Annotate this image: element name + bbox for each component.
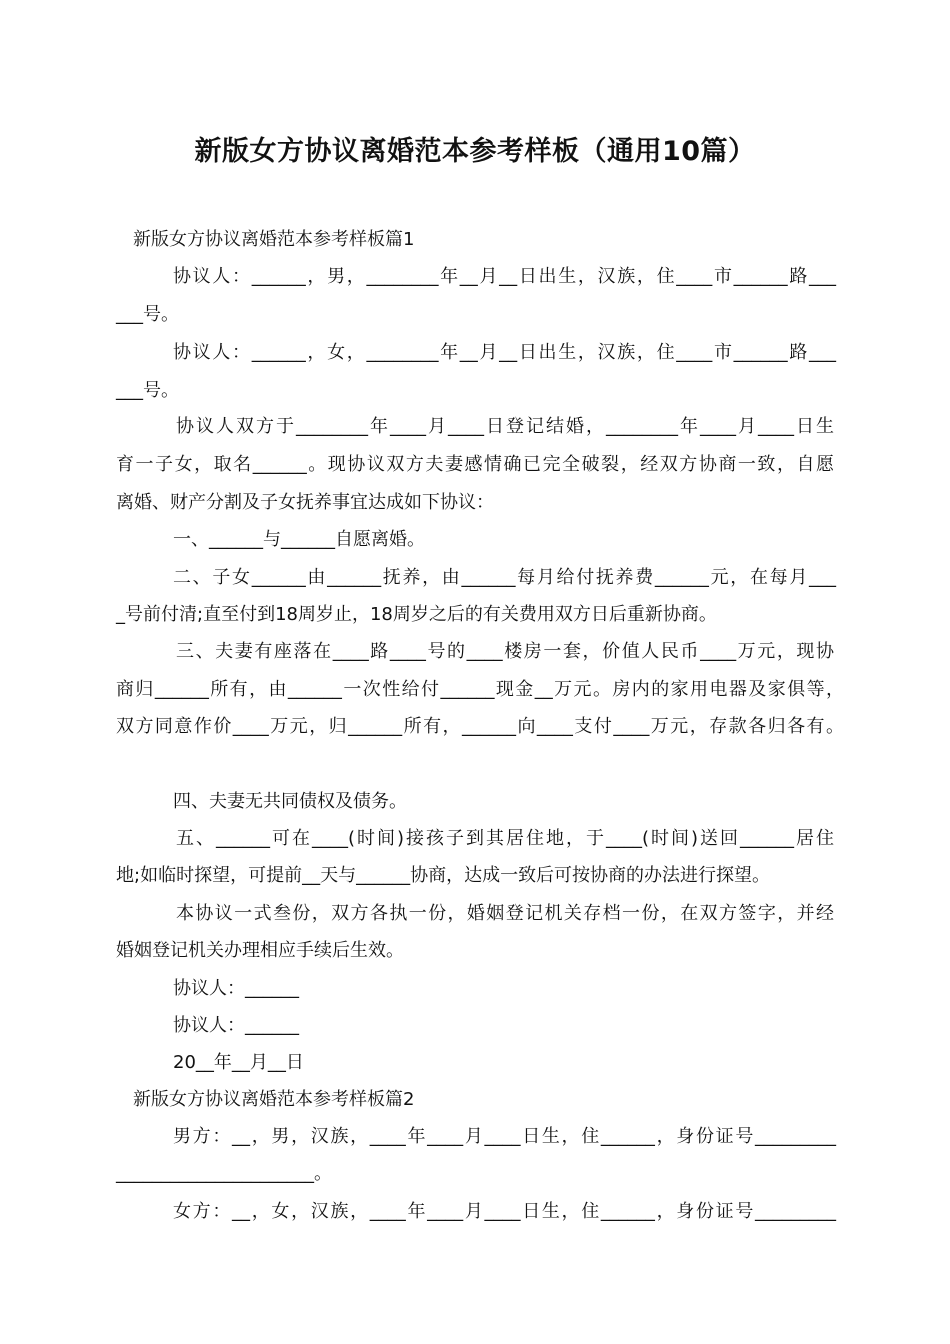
- paragraph-line: 一、______与______自愿离婚。: [173, 529, 425, 550]
- paragraph-line: 离婚、财产分割及子女抚养事宜达成如下协议：: [116, 492, 494, 513]
- paragraph-line: _号前付清;直至付到18周岁止，18周岁之后的有关费用双方日后重新协商。: [116, 604, 717, 625]
- section-heading-2: 新版女方协议离婚范本参考样板篇2: [133, 1089, 415, 1110]
- paragraph-line: 女方：__，女，汉族，____年____月____日生，住______，身份证号_________: [173, 1201, 836, 1222]
- paragraph-line: ___号。: [116, 380, 179, 401]
- paragraph-line: 育一子女，取名______。现协议双方夫妻感情确已完全破裂，经双方协商一致，自愿: [116, 454, 834, 475]
- paragraph-line: 三、夫妻有座落在____路____号的____楼房一套，价值人民币____万元，现协: [176, 641, 834, 662]
- paragraph-line: 双方同意作价____万元，归______所有，______向____支付____万元，存款各归各有。: [116, 716, 844, 737]
- paragraph-line: ___号。: [116, 304, 179, 325]
- paragraph-line: 协议人：______，男，________年__月__日出生，汉族，住____市______路___: [173, 266, 836, 287]
- paragraph-line: 地;如临时探望，可提前__天与______协商，达成一致后可按协商的办法进行探望。: [116, 865, 771, 886]
- paragraph-line: 协议人双方于________年____月____日登记结婚，________年____月____日生: [176, 416, 834, 437]
- paragraph-line: ______________________。: [116, 1163, 332, 1184]
- paragraph-line: 男方：__，男，汉族，____年____月____日生，住______，身份证号_________: [173, 1126, 836, 1147]
- paragraph-line: 本协议一式叁份，双方各执一份，婚姻登记机关存档一份，在双方签字，并经: [176, 903, 834, 924]
- date-line: 20__年__月__日: [173, 1052, 304, 1073]
- paragraph-line: 婚姻登记机关办理相应手续后生效。: [116, 940, 404, 961]
- paragraph-line: 二、子女______由______抚养，由______每月给付抚养费______元，在每月___: [173, 567, 836, 588]
- document-title: 新版女方协议离婚范本参考样板（通用10篇）: [194, 136, 756, 167]
- signature-line: 协议人：______: [173, 1015, 299, 1036]
- signature-line: 协议人：______: [173, 978, 299, 999]
- section-heading-1: 新版女方协议离婚范本参考样板篇1: [133, 229, 415, 250]
- paragraph-line: 五、______可在____(时间)接孩子到其居住地，于____(时间)送回______居住: [176, 828, 834, 849]
- paragraph-line: 协议人：______，女，________年__月__日出生，汉族，住____市______路___: [173, 342, 836, 363]
- paragraph-line: 商归______所有，由______一次性给付______现金__万元。房内的家用电器及家俱等，: [116, 679, 844, 700]
- paragraph-line: 四、夫妻无共同债权及债务。: [173, 791, 407, 812]
